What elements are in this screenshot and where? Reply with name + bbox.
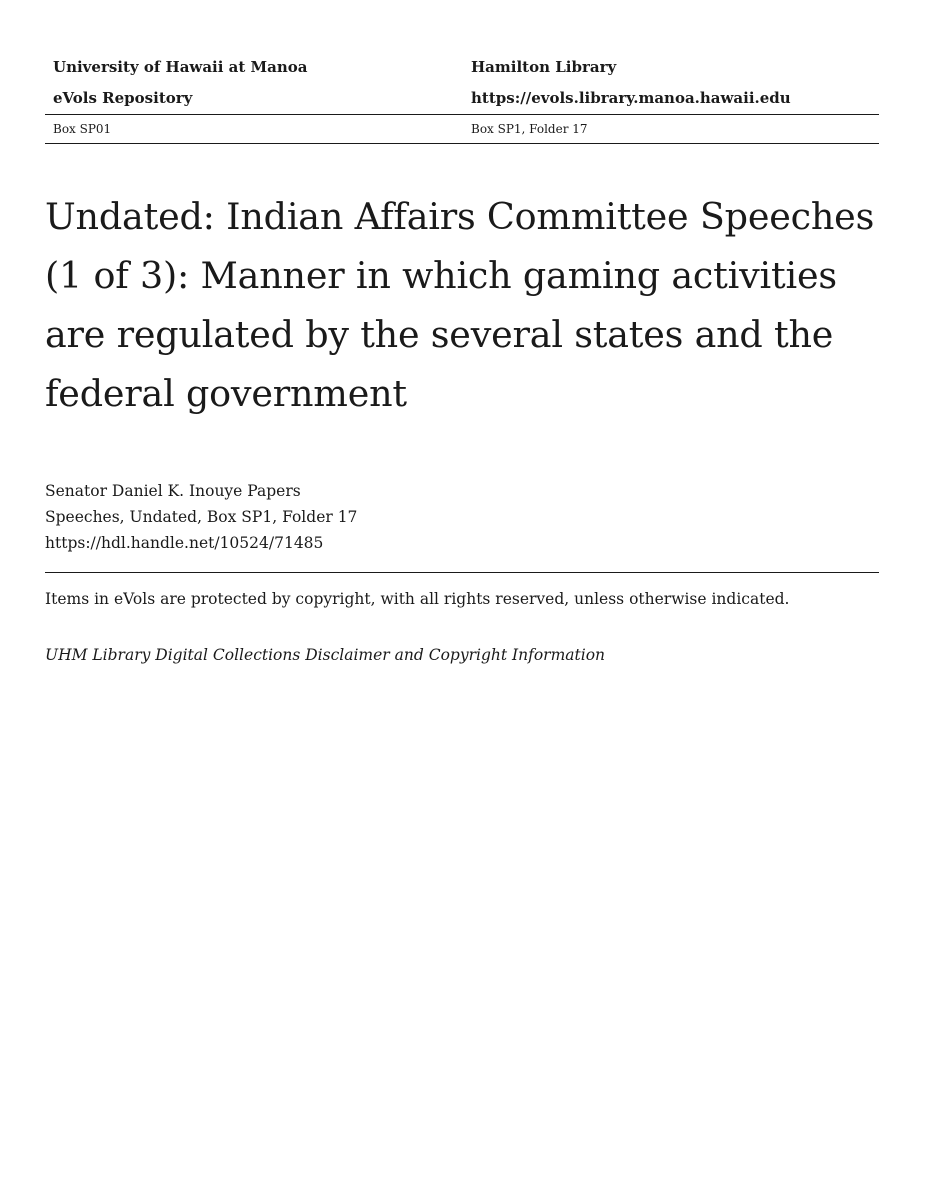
disclaimer-link[interactable]: UHM Library Digital Collections Disclaimer and Copyright Information [45,646,606,664]
folder-location: Speeches, Undated, Box SP1, Folder 17 [45,508,358,526]
header-row-2 [45,83,879,114]
handle-link[interactable]: https://hdl.handle.net/10524/71485 [45,534,324,552]
repository-name: eVols Repository [53,89,193,107]
header-row-1 [45,52,879,83]
header-divider-bottom [45,143,879,144]
box-label-right: Box SP1, Folder 17 [471,122,588,136]
document-metadata [45,478,357,556]
repository-url-link[interactable]: https://evols.library.manoa.hawaii.edu [471,89,791,107]
document-header [45,52,879,144]
box-label-left: Box SP01 [53,122,112,136]
collection-name: Senator Daniel K. Inouye Papers [45,482,301,500]
footer-divider [45,572,879,573]
copyright-notice: Items in eVols are protected by copyright, with all rights reserved, unless otherwise indicated. [45,590,790,608]
document-title: Undated: Indian Affairs Committee Speeches (1 of 3): Manner in which gaming activities are regulated by the several states and the federal government [45,195,875,415]
institution-name: University of Hawaii at Manoa [53,58,308,76]
library-name: Hamilton Library [471,58,617,76]
box-row [45,115,879,143]
